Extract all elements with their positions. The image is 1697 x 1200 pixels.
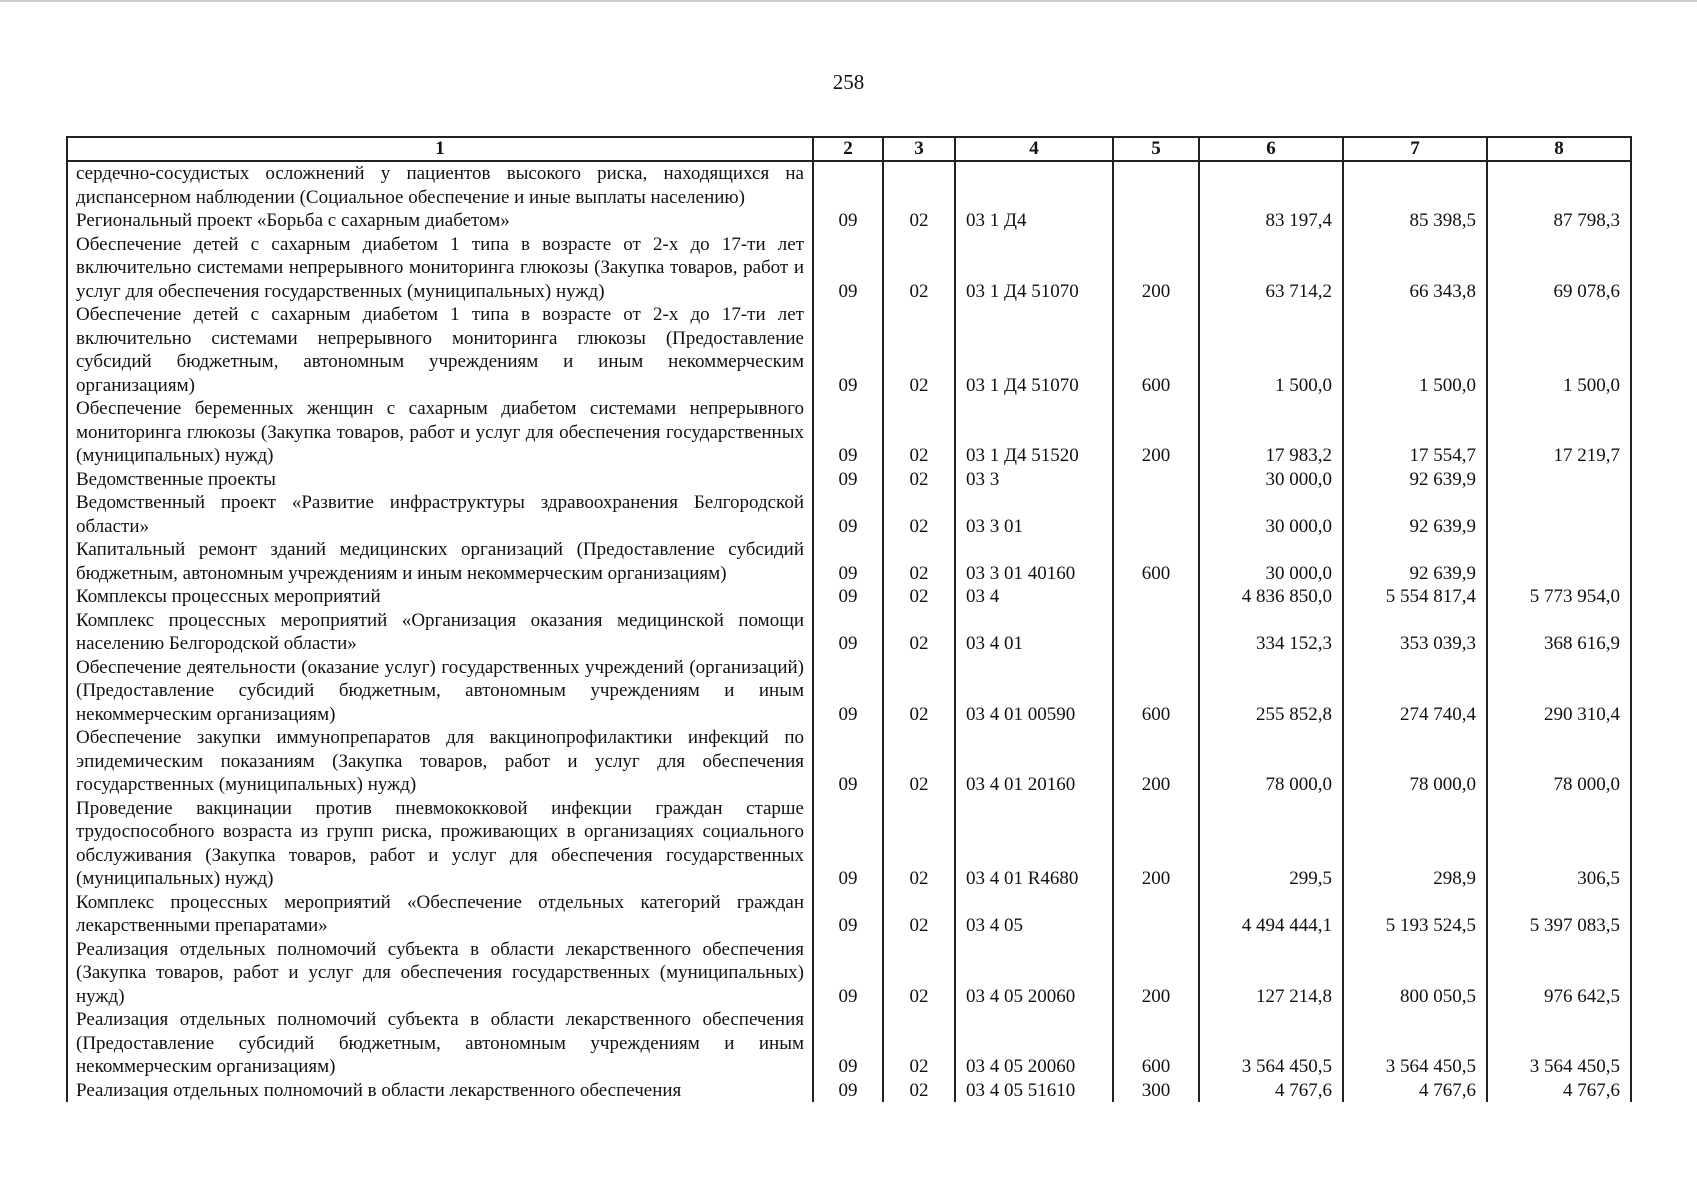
row-amount-col-6: 1 500,0	[1199, 303, 1343, 397]
row-target-article-code: 03 3	[955, 468, 1113, 492]
row-section-code: 09	[813, 938, 883, 1009]
row-amount-col-8: 306,5	[1487, 797, 1631, 891]
row-amount-col-6: 299,5	[1199, 797, 1343, 891]
row-amount-col-6: 4 494 444,1	[1199, 891, 1343, 938]
row-section-code: 09	[813, 209, 883, 233]
row-subsection-code: 02	[883, 491, 955, 538]
row-amount-col-7: 85 398,5	[1343, 209, 1487, 233]
row-expense-type-code: 200	[1113, 397, 1199, 468]
row-section-code: 09	[813, 656, 883, 727]
row-expense-type-code: 600	[1113, 656, 1199, 727]
row-amount-col-7: 92 639,9	[1343, 491, 1487, 538]
row-subsection-code: 02	[883, 656, 955, 727]
row-section-code: 09	[813, 609, 883, 656]
row-amount-col-7: 4 767,6	[1343, 1079, 1487, 1103]
row-description: Обеспечение закупки иммунопрепаратов для вакцинопрофилактики инфекций по эпидемическим показаниям (Закупка товаров, работ и услуг для обеспечения государственных (муниципальных) нужд)	[67, 726, 813, 797]
table-row	[67, 1079, 1631, 1103]
row-expense-type-code	[1113, 161, 1199, 209]
row-subsection-code: 02	[883, 938, 955, 1009]
row-subsection-code: 02	[883, 1079, 955, 1103]
table-row	[67, 538, 1631, 585]
row-expense-type-code	[1113, 491, 1199, 538]
row-expense-type-code: 600	[1113, 1008, 1199, 1079]
row-expense-type-code	[1113, 585, 1199, 609]
row-description: Обеспечение беременных женщин с сахарным диабетом системами непрерывного мониторинга глюкозы (Закупка товаров, работ и услуг для обеспечения государственных (муниципальных) нужд)	[67, 397, 813, 468]
row-section-code: 09	[813, 891, 883, 938]
row-amount-col-7: 274 740,4	[1343, 656, 1487, 727]
row-amount-col-6: 4 836 850,0	[1199, 585, 1343, 609]
row-amount-col-8: 5 773 954,0	[1487, 585, 1631, 609]
row-subsection-code: 02	[883, 303, 955, 397]
row-section-code: 09	[813, 303, 883, 397]
row-subsection-code: 02	[883, 1008, 955, 1079]
header-col-8: 8	[1487, 137, 1631, 161]
header-col-5: 5	[1113, 137, 1199, 161]
row-amount-col-8: 3 564 450,5	[1487, 1008, 1631, 1079]
table-row	[67, 397, 1631, 468]
row-amount-col-8: 976 642,5	[1487, 938, 1631, 1009]
row-amount-col-6: 30 000,0	[1199, 491, 1343, 538]
row-amount-col-7: 800 050,5	[1343, 938, 1487, 1009]
row-amount-col-7: 66 343,8	[1343, 233, 1487, 304]
table-row	[67, 585, 1631, 609]
row-amount-col-7: 92 639,9	[1343, 538, 1487, 585]
row-amount-col-6: 78 000,0	[1199, 726, 1343, 797]
row-amount-col-6: 17 983,2	[1199, 397, 1343, 468]
row-expense-type-code: 200	[1113, 938, 1199, 1009]
header-col-7: 7	[1343, 137, 1487, 161]
row-subsection-code: 02	[883, 538, 955, 585]
row-target-article-code: 03 4	[955, 585, 1113, 609]
row-amount-col-7: 298,9	[1343, 797, 1487, 891]
row-amount-col-8: 368 616,9	[1487, 609, 1631, 656]
row-amount-col-8: 290 310,4	[1487, 656, 1631, 727]
page-top-edge	[0, 0, 1697, 2]
row-description: Обеспечение детей с сахарным диабетом 1 типа в возрасте от 2-х до 17-ти лет включительно системами непрерывного мониторинга глюкозы (Предоставление субсидий бюджетным, автономным учреждениям и иным некоммерческим организациям)	[67, 303, 813, 397]
row-amount-col-8	[1487, 538, 1631, 585]
row-amount-col-7: 78 000,0	[1343, 726, 1487, 797]
row-target-article-code: 03 4 05 51610	[955, 1079, 1113, 1103]
header-col-3: 3	[883, 137, 955, 161]
row-subsection-code: 02	[883, 233, 955, 304]
row-target-article-code: 03 1 Д4 51520	[955, 397, 1113, 468]
row-amount-col-7: 353 039,3	[1343, 609, 1487, 656]
header-col-4: 4	[955, 137, 1113, 161]
row-target-article-code: 03 4 05 20060	[955, 1008, 1113, 1079]
row-amount-col-7	[1343, 161, 1487, 209]
row-description: Региональный проект «Борьба с сахарным диабетом»	[67, 209, 813, 233]
row-expense-type-code	[1113, 468, 1199, 492]
row-amount-col-8: 69 078,6	[1487, 233, 1631, 304]
row-amount-col-6	[1199, 161, 1343, 209]
row-section-code: 09	[813, 585, 883, 609]
row-amount-col-6: 30 000,0	[1199, 538, 1343, 585]
row-section-code: 09	[813, 1079, 883, 1103]
table-row	[67, 726, 1631, 797]
row-description: Комплекс процессных мероприятий «Организация оказания медицинской помощи населению Белгородской области»	[67, 609, 813, 656]
row-expense-type-code: 600	[1113, 303, 1199, 397]
row-amount-col-8: 17 219,7	[1487, 397, 1631, 468]
row-section-code: 09	[813, 797, 883, 891]
table-row	[67, 209, 1631, 233]
row-amount-col-6: 4 767,6	[1199, 1079, 1343, 1103]
table-row	[67, 938, 1631, 1009]
row-expense-type-code	[1113, 891, 1199, 938]
row-description: Реализация отдельных полномочий субъекта в области лекарственного обеспечения (Закупка товаров, работ и услуг для обеспечения государственных (муниципальных) нужд)	[67, 938, 813, 1009]
row-description: Обеспечение деятельности (оказание услуг) государственных учреждений (организаций) (Предоставление субсидий бюджетным, автономным учреждениям и иным некоммерческим организациям)	[67, 656, 813, 727]
row-subsection-code: 02	[883, 891, 955, 938]
header-col-2: 2	[813, 137, 883, 161]
row-subsection-code: 02	[883, 468, 955, 492]
row-expense-type-code: 300	[1113, 1079, 1199, 1103]
row-amount-col-6: 83 197,4	[1199, 209, 1343, 233]
row-description: Ведомственные проекты	[67, 468, 813, 492]
row-subsection-code: 02	[883, 797, 955, 891]
row-expense-type-code: 200	[1113, 233, 1199, 304]
row-section-code: 09	[813, 538, 883, 585]
table-row	[67, 468, 1631, 492]
row-amount-col-7: 92 639,9	[1343, 468, 1487, 492]
row-description: Ведомственный проект «Развитие инфраструктуры здравоохранения Белгородской области»	[67, 491, 813, 538]
row-section-code: 09	[813, 468, 883, 492]
row-amount-col-6: 3 564 450,5	[1199, 1008, 1343, 1079]
row-target-article-code: 03 4 05 20060	[955, 938, 1113, 1009]
row-description: сердечно-сосудистых осложнений у пациентов высокого риска, находящихся на диспансерном наблюдении (Социальное обеспечение и иные выплаты населению)	[67, 161, 813, 209]
table-row	[67, 233, 1631, 304]
row-amount-col-6: 63 714,2	[1199, 233, 1343, 304]
row-subsection-code: 02	[883, 609, 955, 656]
row-amount-col-8: 78 000,0	[1487, 726, 1631, 797]
row-amount-col-6: 30 000,0	[1199, 468, 1343, 492]
row-target-article-code: 03 4 01 00590	[955, 656, 1113, 727]
row-expense-type-code	[1113, 609, 1199, 656]
row-target-article-code: 03 4 05	[955, 891, 1113, 938]
page-number: 258	[832, 70, 865, 94]
row-target-article-code: 03 3 01	[955, 491, 1113, 538]
row-expense-type-code: 600	[1113, 538, 1199, 585]
row-description: Реализация отдельных полномочий субъекта в области лекарственного обеспечения (Предоставление субсидий бюджетным, автономным учреждениям и иным некоммерческим организациям)	[67, 1008, 813, 1079]
table-row	[67, 491, 1631, 538]
row-section-code: 09	[813, 726, 883, 797]
table-row	[67, 797, 1631, 891]
table-row	[67, 609, 1631, 656]
row-target-article-code: 03 1 Д4 51070	[955, 233, 1113, 304]
row-target-article-code: 03 3 01 40160	[955, 538, 1113, 585]
row-amount-col-8	[1487, 491, 1631, 538]
table-row	[67, 161, 1631, 209]
row-subsection-code: 02	[883, 209, 955, 233]
row-target-article-code: 03 4 01 20160	[955, 726, 1113, 797]
row-amount-col-8	[1487, 161, 1631, 209]
table-row	[67, 303, 1631, 397]
row-description: Комплексы процессных мероприятий	[67, 585, 813, 609]
header-col-1: 1	[67, 137, 813, 161]
row-description: Обеспечение детей с сахарным диабетом 1 типа в возрасте от 2-х до 17-ти лет включительно системами непрерывного мониторинга глюкозы (Закупка товаров, работ и услуг для обеспечения государственных (муниципальных) нужд)	[67, 233, 813, 304]
row-description: Реализация отдельных полномочий в области лекарственного обеспечения	[67, 1079, 813, 1103]
row-amount-col-8: 87 798,3	[1487, 209, 1631, 233]
row-description: Комплекс процессных мероприятий «Обеспечение отдельных категорий граждан лекарственными препаратами»	[67, 891, 813, 938]
row-section-code: 09	[813, 1008, 883, 1079]
row-target-article-code: 03 4 01	[955, 609, 1113, 656]
row-description: Капитальный ремонт зданий медицинских организаций (Предоставление субсидий бюджетным, автономным учреждениям и иным некоммерческим организациям)	[67, 538, 813, 585]
row-amount-col-7: 5 193 524,5	[1343, 891, 1487, 938]
row-amount-col-7: 1 500,0	[1343, 303, 1487, 397]
table-body	[67, 161, 1631, 1102]
row-section-code	[813, 161, 883, 209]
row-amount-col-6: 127 214,8	[1199, 938, 1343, 1009]
row-target-article-code: 03 1 Д4	[955, 209, 1113, 233]
header-row	[67, 137, 1631, 161]
row-target-article-code: 03 4 01 R4680	[955, 797, 1113, 891]
row-amount-col-8: 5 397 083,5	[1487, 891, 1631, 938]
row-description: Проведение вакцинации против пневмококковой инфекции граждан старше трудоспособного возраста из групп риска, проживающих в организациях социального обслуживания (Закупка товаров, работ и услуг для обеспечения государственных (муниципальных) нужд)	[67, 797, 813, 891]
row-subsection-code	[883, 161, 955, 209]
table-row	[67, 656, 1631, 727]
row-amount-col-8	[1487, 468, 1631, 492]
row-target-article-code	[955, 161, 1113, 209]
budget-table	[66, 136, 1632, 1102]
header-col-6: 6	[1199, 137, 1343, 161]
row-expense-type-code: 200	[1113, 797, 1199, 891]
row-section-code: 09	[813, 397, 883, 468]
row-amount-col-8: 1 500,0	[1487, 303, 1631, 397]
row-amount-col-7: 17 554,7	[1343, 397, 1487, 468]
row-subsection-code: 02	[883, 585, 955, 609]
row-amount-col-6: 255 852,8	[1199, 656, 1343, 727]
row-section-code: 09	[813, 233, 883, 304]
row-amount-col-6: 334 152,3	[1199, 609, 1343, 656]
table-row	[67, 891, 1631, 938]
row-subsection-code: 02	[883, 397, 955, 468]
row-section-code: 09	[813, 491, 883, 538]
row-amount-col-7: 3 564 450,5	[1343, 1008, 1487, 1079]
table-header	[67, 137, 1631, 161]
row-amount-col-7: 5 554 817,4	[1343, 585, 1487, 609]
row-amount-col-8: 4 767,6	[1487, 1079, 1631, 1103]
table-row	[67, 1008, 1631, 1079]
row-expense-type-code	[1113, 209, 1199, 233]
row-subsection-code: 02	[883, 726, 955, 797]
row-expense-type-code: 200	[1113, 726, 1199, 797]
row-target-article-code: 03 1 Д4 51070	[955, 303, 1113, 397]
